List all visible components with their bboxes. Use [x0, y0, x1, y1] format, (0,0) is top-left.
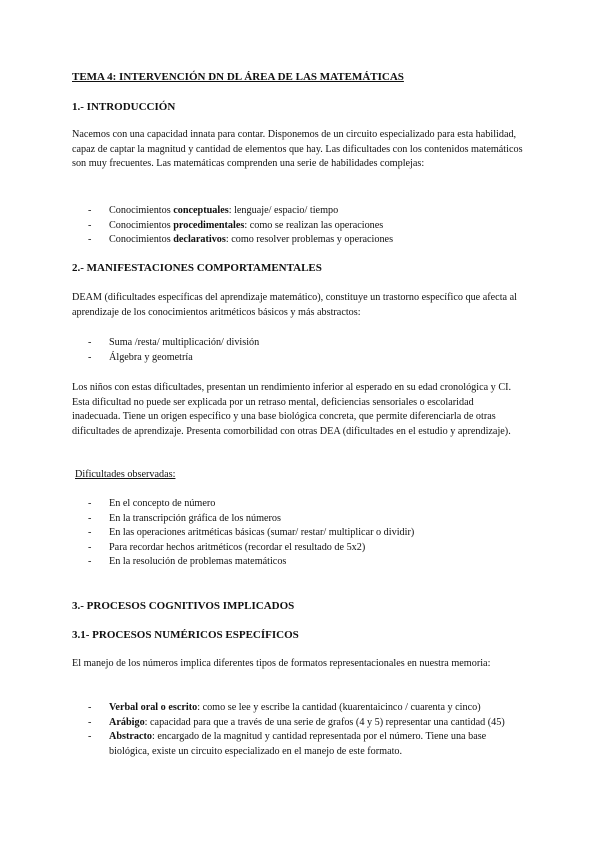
dificultades-subheading: Dificultades observadas: [75, 469, 176, 480]
habilidades-list [88, 204, 528, 248]
list-item: - Verbal oral o escrito: como se lee y escribe la cantidad (kuarentaicinco / cuarenta y cinco) [88, 701, 528, 716]
list-item: - Conocimientos conceptuales: lenguaje/ espacio/ tiempo [88, 204, 528, 219]
introduccion-paragraph: Nacemos con una capacidad innata para contar. Disponemos de un circuito especializado para esta habilidad, capaz de captar la magnitud y cantidad de elementos que hay. Las dificultades con los contenidos matemáticos son muy frecuentes. Las matemáticas comprenden una serie de habilidades complejas: [72, 129, 523, 170]
list-item: - Abstracto: encargado de la magnitud y cantidad representada por el número. Tiene una base biológica, existe un circuito especializado en el manejo de este formato. [88, 730, 528, 759]
dificultades-list [88, 497, 528, 570]
list-item: - Para recordar hechos aritméticos (recordar el resultado de 5x2) [88, 541, 528, 556]
list-item: - En la resolución de problemas matemáticos [88, 555, 528, 570]
procesos-paragraph: El manejo de los números implica diferentes tipos de formatos representacionales en nuestra memoria: [72, 658, 491, 669]
manifestaciones-paragraph: DEAM (dificultades específicas del aprendizaje matemático), constituye un trastorno específico que afecta al aprendizaje de los conocimientos aritméticos básicos y más abstractos: [72, 292, 517, 318]
section-procesos-numericos-heading: 3.1- PROCESOS NUMÉRICOS ESPECÍFICOS [72, 629, 299, 641]
document-title: TEMA 4: INTERVENCIÓN DN DL ÁREA DE LAS MATEMÁTICAS [72, 71, 404, 83]
list-item: - En el concepto de número [88, 497, 528, 512]
dificultad-paragraph: Los niños con estas dificultades, presentan un rendimiento inferior al esperado en su edad cronológica y CI. Esta dificultad no puede ser explicada por un retraso mental, deficiencias sensoriales o escolaridad inadecuada. Tiene un origen específico y una base biológica concreta, que permite diferenciarla de otras dificultades de aprendizaje. Presenta comorbilidad con otras DEA (dificultades en el estudio y aprendizaje). [72, 382, 512, 437]
list-item: - Conocimientos declarativos: como resolver problemas y operaciones [88, 233, 528, 248]
section-introduccion-heading: 1.- INTRODUCCIÓN [72, 101, 176, 113]
section-manifestaciones-heading: 2.- MANIFESTACIONES COMPORTAMENTALES [72, 262, 322, 274]
list-item: - En la transcripción gráfica de los números [88, 512, 528, 527]
list-item: - Arábigo: capacidad para que a través de una serie de grafos (4 y 5) representar una cantidad (45) [88, 716, 528, 731]
operaciones-list [88, 336, 528, 365]
list-item: - En las operaciones aritméticas básicas (sumar/ restar/ multiplicar o dividir) [88, 526, 528, 541]
list-item: - Conocimientos procedimentales: como se realizan las operaciones [88, 219, 528, 234]
list-item: - Suma /resta/ multiplicación/ división [88, 336, 528, 351]
list-item: - Álgebra y geometría [88, 351, 528, 366]
section-procesos-heading: 3.- PROCESOS COGNITIVOS IMPLICADOS [72, 600, 295, 612]
formatos-list [88, 701, 528, 759]
